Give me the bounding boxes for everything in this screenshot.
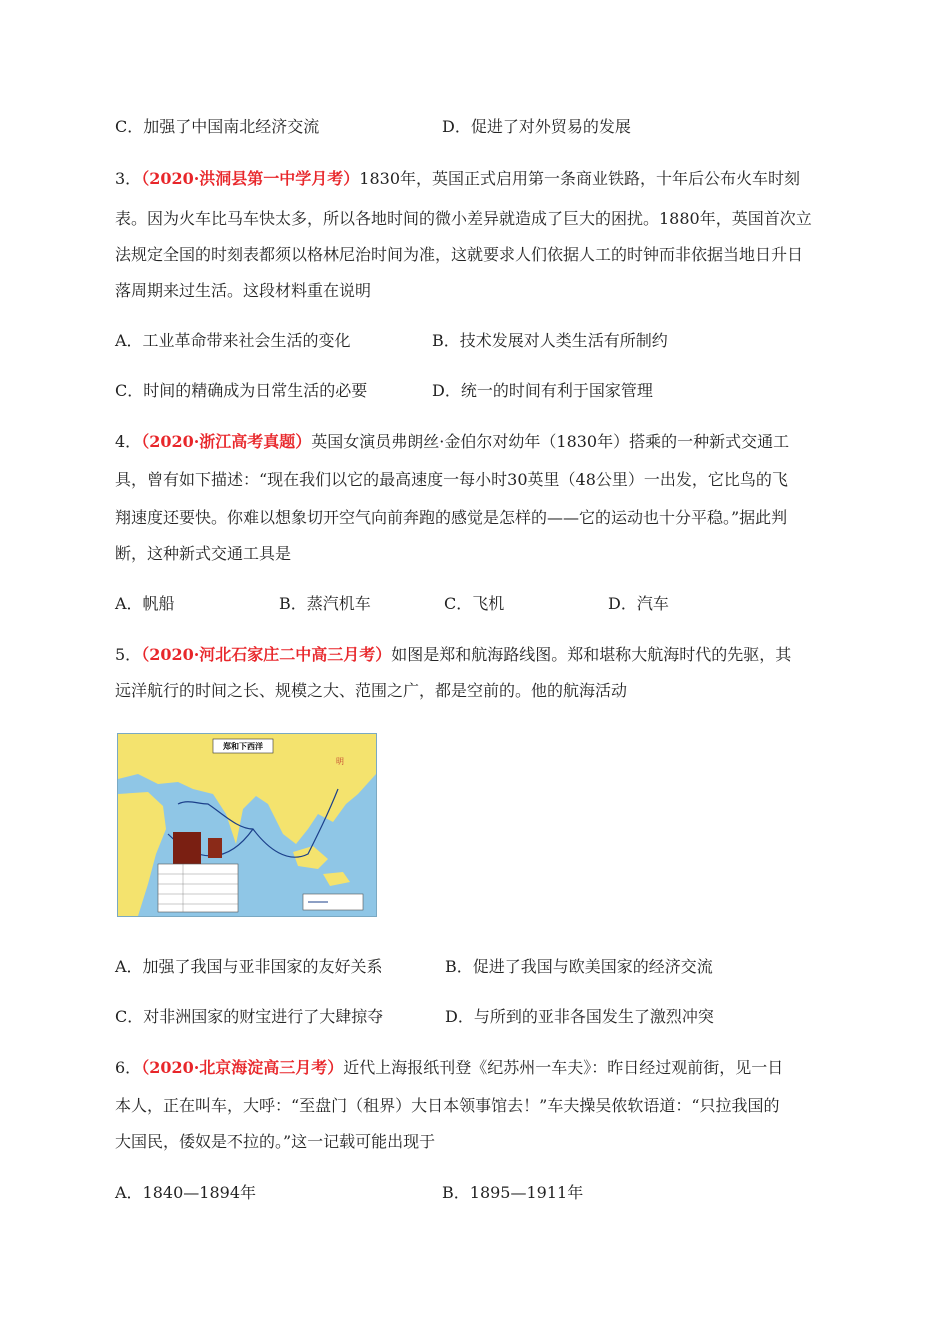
question-6-line-1 <box>115 1058 783 1078</box>
question-source: （2020·河北石家庄二中高三月考） <box>141 645 392 664</box>
question-3-line-3: 法规定全国的时刻表都须以格林尼治时间为准，这就要求人们依据人工的时钟而非依据当地日升日 <box>115 245 804 264</box>
ship-icon <box>173 832 201 866</box>
question-6-line-2: 本人，正在叫车，大呼：“至盘门（租界）大日本领事馆去！”车夫操吴侬软语道：“只拉我国的 <box>115 1096 780 1115</box>
option-c: C．加强了中国南北经济交流 <box>115 117 320 136</box>
option-c: C．时间的精确成为日常生活的必要 <box>115 381 368 400</box>
option-d: D．统一的时间有利于国家管理 <box>432 381 653 400</box>
question-source: （2020·浙江高考真题） <box>141 432 312 451</box>
question-number: 3． <box>115 169 142 188</box>
question-text: 1830年，英国正式启用第一条商业铁路，十年后公布火车时刻 <box>359 169 801 188</box>
option-a: A．工业革命带来社会生活的变化 <box>115 331 351 350</box>
map-land-island <box>323 872 350 886</box>
question-number: 4． <box>115 432 142 451</box>
question-4-line-4: 断，这种新式交通工具是 <box>115 544 292 563</box>
option-a: A．1840—1894年 <box>115 1183 256 1202</box>
question-4-line-3: 翔速度还要快。你难以想象切开空气向前奔跑的感觉是怎样的——它的运动也十分平稳。”据此判 <box>115 508 788 527</box>
option-b: B．1895—1911年 <box>442 1183 584 1202</box>
question-5-line-2: 远洋航行的时间之长、规模之大、范围之广，都是空前的。他的航海活动 <box>115 681 628 700</box>
question-4-line-1 <box>115 432 789 452</box>
option-b: B．促进了我国与欧美国家的经济交流 <box>445 957 713 976</box>
map-corner-label: 明 <box>336 757 344 766</box>
legend-table <box>158 864 238 912</box>
question-number: 6． <box>115 1058 142 1077</box>
question-text: 近代上海报纸刊登《纪苏州一车夫》：昨日经过观前街，见一日 <box>343 1058 784 1077</box>
option-d: D．汽车 <box>608 594 669 613</box>
option-c: C．对非洲国家的财宝进行了大肆掠夺 <box>115 1007 384 1026</box>
option-b: B．技术发展对人类生活有所制约 <box>432 331 668 350</box>
question-text: 英国女演员弗朗丝·金伯尔对幼年（1830年）搭乘的一种新式交通工 <box>311 432 790 451</box>
question-source: （2020·北京海淀高三月考） <box>141 1058 344 1077</box>
map-title: 郑和下西洋 <box>223 742 263 751</box>
zheng-he-voyage-map <box>117 733 377 917</box>
ship-icon <box>208 838 222 858</box>
question-3-line-1 <box>115 169 800 189</box>
question-3-line-4: 落周期来过生活。这段材料重在说明 <box>115 281 372 300</box>
question-source: （2020·洪洞县第一中学月考） <box>141 169 360 188</box>
option-a: A．加强了我国与亚非国家的友好关系 <box>115 957 383 976</box>
question-number: 5． <box>115 645 142 664</box>
option-c: C．飞机 <box>444 594 505 613</box>
option-a: A．帆船 <box>115 594 175 613</box>
question-text: 如图是郑和航海路线图。郑和堪称大航海时代的先驱，其 <box>391 645 792 664</box>
option-b: B．蒸汽机车 <box>279 594 371 613</box>
option-d: D．促进了对外贸易的发展 <box>442 117 631 136</box>
question-3-line-2: 表。因为火车比马车快太多，所以各地时间的微小差异就造成了巨大的困扰。1880年，英国首次立 <box>115 209 812 228</box>
option-d: D．与所到的亚非各国发生了激烈冲突 <box>445 1007 714 1026</box>
question-4-line-2: 具，曾有如下描述：“现在我们以它的最高速度一每小时30英里（48公里）一出发，它比鸟的飞 <box>115 470 788 489</box>
question-5-line-1 <box>115 645 791 665</box>
question-6-line-3: 大国民，倭奴是不拉的。”这一记载可能出现于 <box>115 1132 436 1151</box>
